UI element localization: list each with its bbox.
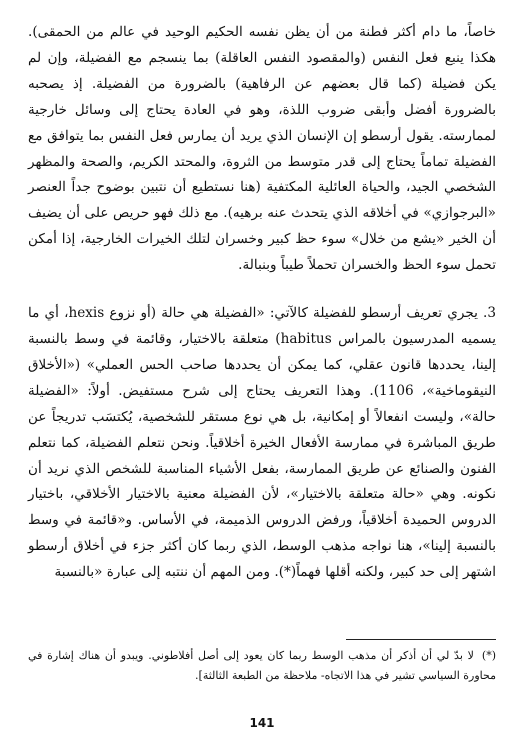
page-number: 141 bbox=[249, 716, 275, 730]
main-text bbox=[28, 20, 496, 586]
paragraph-2: 3. يجري تعريف أرسطو للفضيلة كالآتي: «الفضيلة هي حالة (أو نزوع hexis، أي ما يسميه المدرسيون بالمراس habitus) متعلقة بالاختيار، وقائمة في وسط بالنسبة إلينا، يحددها قانون عقلي، كما يمكن أن يحددها صاحب الحس العملي» («الأخلاق النيقوماخية»، 1106). وهذا التعريف يحتاج إلى شرح مستفيض. أولاً: «الفضيلة حالة»، وليست انفعالاً أو إمكانية، بل هي نوع مستقر للشخصية، يُكتسَب تدريجاً عن طريق المباشرة في ممارسة الأفعال الخيرة أخلاقياً. ونحن نتعلم الفضيلة، كما نتعلم الفنون والصنائع عن طريق الممارسة، بفعل الأشياء المناسبة للشخص الذي نريد أن نكونه. وهي «حالة متعلقة بالاختيار»، لأن الفضيلة معنية بالاختيار الأخلاقي، باختيار الدروس الحميدة أخلاقياً، ورفض الدروس الذميمة، في الأساس. و«قائمة في وسط بالنسبة إلينا»، هنا نواجه مذهب الوسط، الذي ربما كان أكثر جزء في أخلاق أرسطو اشتهر إلى حد كبير، ولكنه أقلها فهماً(*). ومن المهم أن ننتبه إلى عبارة «بالنسبة bbox=[28, 305, 496, 581]
footnote-divider bbox=[346, 639, 496, 640]
footnote-text: لا بدّ لي أن أذكر أن مذهب الوسط ربما كان يعود إلى أصل أفلاطوني. ويبدو أن هناك إشارة في محاورة السياسي تشير في هذا الاتجاه- ملاحظة من الطبعة الثالثة]. bbox=[28, 649, 496, 682]
footnote-marker: (*) bbox=[481, 649, 496, 662]
footnote bbox=[28, 646, 496, 686]
paragraph-spacer bbox=[28, 279, 496, 301]
paragraph-1: خاصاً، ما دام أكثر فطنة من أن يظن نفسه الحكيم الوحيد في عالم من الحمقى). هكذا ينبع فعل النفس (والمقصود النفس العاقلة) بما ينسجم مع الفضيلة، وإن لم يكن فضيلة (كما قال بعضهم عن الرفاهية) بالضرورة من الفضيلة. إذ يصحبه بالضرورة أفضل وأبقى ضروب اللذة، وهو في العادة يحتاج إلى وسائل خارجية لممارسته. يقول أرسطو إن الإنسان الذي يريد أن يمارس فعل النفس بما يتوافق مع الفضيلة تماماً يحتاج إلى قدر متوسط من الثروة، والمحتد الكريم، والصحة والمظهر الشخصي الجيد، والحياة العائلية المكتفية (هنا نستطيع أن نتبين بوضوح جداً العنصر «البرجوازي» في أخلاقه الذي يتحدث عنه برهيه). مع ذلك فهو حريص على أن يضيف أن الخير «يشع من خلال» سوء حظ كبير وخسران لتلك الخيرات الخارجية، إذا أمكن تحمل سوء الحظ والخسران تحملاً طيباً وبنبالة. bbox=[28, 24, 496, 274]
